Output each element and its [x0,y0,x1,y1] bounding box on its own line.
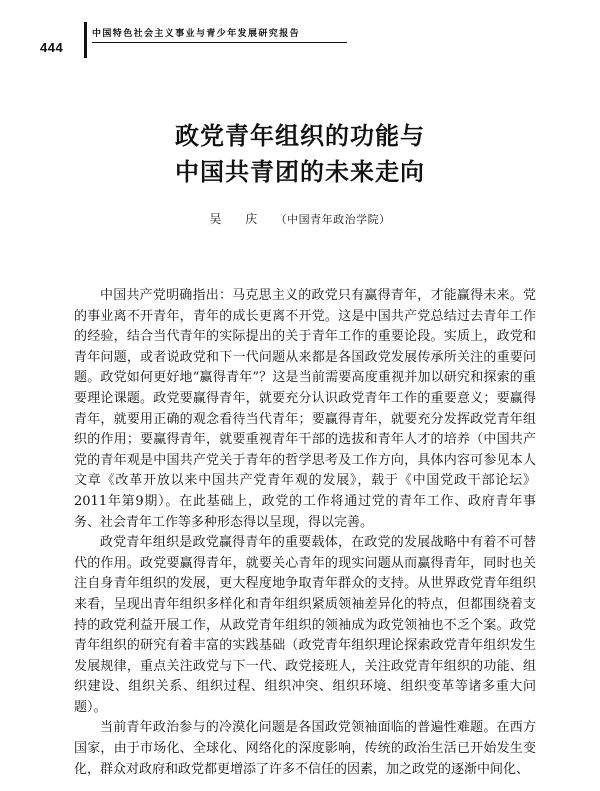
article-title [0,118,600,190]
author-affiliation: （中国青年政治学院） [275,213,391,226]
header-rule [92,42,347,43]
article-body [74,286,536,780]
body-paragraph-1: 中国共产党明确指出：马克思主义的政党只有赢得青年，才能赢得未来。党的事业离不开青年，青年的成长更离不开党。这是中国共产党总结过去青年工作的经验，结合当代青年的实际提出的关于青年工作的重要论段。实质上，政党和青年问题，或者说政党和下一代问题从来都是各国政党发展传承所关注的重要问题。政党如何更好地“赢得青年”？这是当前需要高度重视并加以研究和探索的重要理论课题。政党要赢得青年，就要充分认识政党青年工作的重要意义；要赢得青年，就要用正确的观念看待当代青年；要赢得青年，就要充分发挥政党青年组织的作用；要赢得青年，就要重视青年干部的选拔和青年人才的培养（中国共产党的青年观是中国共产党关于青年的哲学思考及工作方向，具体内容可参见本人文章《改革开放以来中国共产党青年观的发展》，载于《中国党政干部论坛》2011年第9期）。在此基础上，政党的工作将通过党的青年工作、政府青年事务、社会青年工作等多种形态得以呈现，得以完善。 [74,288,536,530]
body-paragraph-2: 政党青年组织是政党赢得青年的重要载体，在政党的发展战略中有着不可替代的作用。政党要赢得青年，就要关心青年的现实问题从而赢得青年，同时也关注自身青年组织的发展，更大程度地争取青年群众的支持。从世界政党青年组织来看，呈现出青年组织多样化和青年组织紧质领袖差异化的特点，但都围绕着支持的政党利益开展工作，从政党青年组织的领袖成为政党领袖也不乏个案。政党青年组织的研究有着丰富的实践基础（政党青年组织理论探索政党青年组织发生发展规律，重点关注政党与下一代、政党接班人，关注政党青年组织的功能、组织建设、组织关系、组织过程、组织冲突、组织环境、组织变革等诸多重大问题）。 [74,535,536,715]
body-paragraph-3: 当前青年政治参与的冷漠化问题是各国政党领袖面临的普遍性难题。在西方国家，由于市场化、全球化、网络化的深度影响，传统的政治生活已开始发生变化，群众对政府和政党都更增添了许多不信任的因素，加之政党的逐渐中间化、 [74,720,536,777]
author-name: 吴 庆 [209,212,268,226]
page-number: 444 [40,40,64,55]
running-header-title: 中国特色社会主义事业与青少年发展研究报告 [92,29,301,39]
article-title-line-1: 政党青年组织的功能与 [175,122,425,150]
article-title-line-2: 中国共青团的未来走向 [175,158,425,186]
author-line [0,210,600,227]
header-divider-bar [84,22,87,58]
